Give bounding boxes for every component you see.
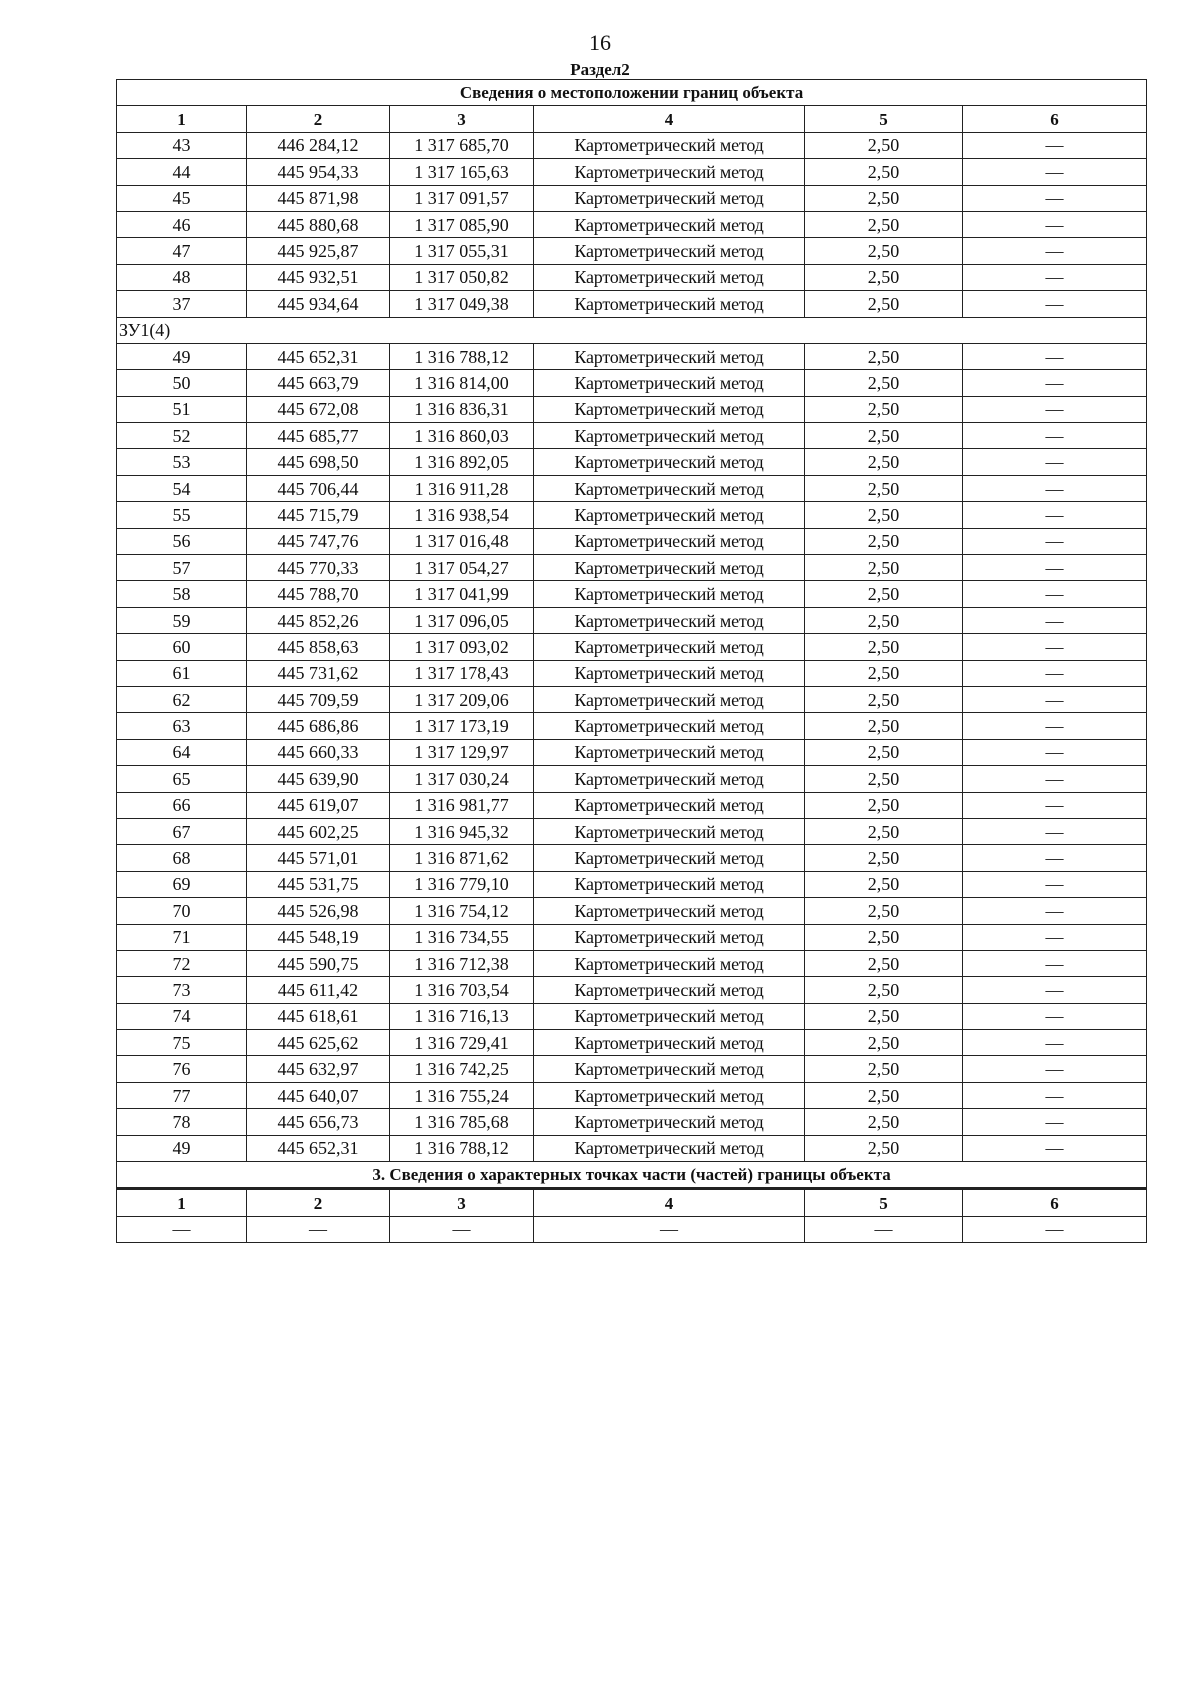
method-cell: Картометрический метод	[534, 370, 805, 396]
table-cell: 2,50	[805, 1082, 963, 1108]
table-cell: 1 317 041,99	[390, 581, 534, 607]
point-number-cell: 71	[117, 924, 247, 950]
table-row	[117, 555, 1147, 581]
table-cell: 2,50	[805, 634, 963, 660]
table-cell: 2,50	[805, 1003, 963, 1029]
column-header: 3	[390, 1189, 534, 1216]
table-cell: —	[963, 264, 1147, 290]
section3-header-row	[117, 1189, 1147, 1216]
table-cell: 445 526,98	[247, 898, 390, 924]
column-header: 3	[390, 106, 534, 132]
table-cell: —	[963, 211, 1147, 237]
table-cell: 445 932,51	[247, 264, 390, 290]
table-cell: 445 652,31	[247, 343, 390, 369]
table-cell: 2,50	[805, 1135, 963, 1161]
point-number-cell: 74	[117, 1003, 247, 1029]
table-cell: 445 632,97	[247, 1056, 390, 1082]
method-cell: Картометрический метод	[534, 291, 805, 317]
table-cell: —	[963, 924, 1147, 950]
column-header: 2	[247, 106, 390, 132]
table-cell: —	[963, 502, 1147, 528]
column-header: 5	[805, 106, 963, 132]
table-row	[117, 818, 1147, 844]
method-cell: Картометрический метод	[534, 950, 805, 976]
table-cell: 2,50	[805, 528, 963, 554]
point-number-cell: 73	[117, 977, 247, 1003]
table-cell: 2,50	[805, 607, 963, 633]
point-number-cell: 70	[117, 898, 247, 924]
point-number-cell: 43	[117, 132, 247, 158]
section3-title-row	[117, 1162, 1147, 1189]
table-cell: —	[117, 1216, 247, 1242]
table-cell: 2,50	[805, 871, 963, 897]
table-cell: 2,50	[805, 238, 963, 264]
table-cell: —	[963, 871, 1147, 897]
table-cell: 1 316 729,41	[390, 1030, 534, 1056]
point-number-cell: 76	[117, 1056, 247, 1082]
table-title-row	[117, 80, 1147, 106]
table-row	[117, 1003, 1147, 1029]
point-number-cell: 37	[117, 291, 247, 317]
table-cell: 2,50	[805, 898, 963, 924]
table-cell: 2,50	[805, 1056, 963, 1082]
table-cell: 1 317 178,43	[390, 660, 534, 686]
table-row	[117, 475, 1147, 501]
table-row	[117, 185, 1147, 211]
boundary-table	[116, 79, 1147, 1243]
table-cell: 1 317 165,63	[390, 159, 534, 185]
table-cell: 445 619,07	[247, 792, 390, 818]
table-row	[117, 660, 1147, 686]
table-cell: —	[963, 792, 1147, 818]
table-cell: 2,50	[805, 1109, 963, 1135]
method-cell: Картометрический метод	[534, 132, 805, 158]
table-cell: 1 316 911,28	[390, 475, 534, 501]
table-cell: 445 639,90	[247, 766, 390, 792]
table-row	[117, 159, 1147, 185]
table-row	[117, 898, 1147, 924]
point-number-cell: 67	[117, 818, 247, 844]
point-number-cell: 56	[117, 528, 247, 554]
column-header: 1	[117, 1189, 247, 1216]
table-cell: 2,50	[805, 555, 963, 581]
page-number: 16	[589, 30, 611, 55]
method-cell: Картометрический метод	[534, 1056, 805, 1082]
point-number-cell: 46	[117, 211, 247, 237]
table-cell: 445 652,31	[247, 1135, 390, 1161]
table-cell: 2,50	[805, 792, 963, 818]
table-cell: 2,50	[805, 845, 963, 871]
table-cell: —	[963, 713, 1147, 739]
point-number-cell: 61	[117, 660, 247, 686]
table-row	[117, 766, 1147, 792]
table-cell: —	[805, 1216, 963, 1242]
table-cell: —	[963, 185, 1147, 211]
method-cell: Картометрический метод	[534, 607, 805, 633]
table-row	[117, 739, 1147, 765]
table-cell: 1 316 703,54	[390, 977, 534, 1003]
table-cell: —	[247, 1216, 390, 1242]
section3-title: 3. Сведения о характерных точках части (частей) границы объекта	[117, 1162, 1147, 1189]
table-cell: 445 611,42	[247, 977, 390, 1003]
table-cell: —	[963, 238, 1147, 264]
method-cell: Картометрический метод	[534, 1030, 805, 1056]
table-cell: 1 316 785,68	[390, 1109, 534, 1135]
table-row	[117, 1030, 1147, 1056]
table-cell: 445 656,73	[247, 1109, 390, 1135]
table-row	[117, 950, 1147, 976]
table-cell: —	[963, 475, 1147, 501]
table-cell: —	[963, 660, 1147, 686]
table-cell: 2,50	[805, 660, 963, 686]
table-cell: 1 316 712,38	[390, 950, 534, 976]
table-cell: 2,50	[805, 924, 963, 950]
table-cell: 445 747,76	[247, 528, 390, 554]
table-cell: 2,50	[805, 686, 963, 712]
table-cell: —	[963, 1056, 1147, 1082]
table-cell: 445 590,75	[247, 950, 390, 976]
column-header: 4	[534, 106, 805, 132]
table-row	[117, 924, 1147, 950]
table-cell: 1 317 016,48	[390, 528, 534, 554]
column-header-row	[117, 106, 1147, 132]
table-cell: 2,50	[805, 766, 963, 792]
table-cell: 2,50	[805, 264, 963, 290]
table-cell: 2,50	[805, 581, 963, 607]
table-cell: 445 925,87	[247, 238, 390, 264]
method-cell: Картометрический метод	[534, 449, 805, 475]
table-row	[117, 502, 1147, 528]
table-cell: —	[963, 1030, 1147, 1056]
table-cell: 2,50	[805, 713, 963, 739]
table-cell: 1 316 734,55	[390, 924, 534, 950]
table-cell: —	[963, 766, 1147, 792]
point-number-cell: 51	[117, 396, 247, 422]
point-number-cell: 60	[117, 634, 247, 660]
table-cell: 2,50	[805, 739, 963, 765]
table-row	[117, 792, 1147, 818]
table-cell: 445 731,62	[247, 660, 390, 686]
table-cell: 1 317 030,24	[390, 766, 534, 792]
point-number-cell: 52	[117, 423, 247, 449]
table-row	[117, 581, 1147, 607]
table-cell: 1 317 091,57	[390, 185, 534, 211]
table-cell: —	[963, 528, 1147, 554]
table-cell: —	[963, 1216, 1147, 1242]
table-cell: —	[963, 132, 1147, 158]
table-row	[117, 343, 1147, 369]
table-cell: 2,50	[805, 950, 963, 976]
table-cell: 445 663,79	[247, 370, 390, 396]
table-cell: 1 317 054,27	[390, 555, 534, 581]
table-cell: —	[963, 1082, 1147, 1108]
point-number-cell: 68	[117, 845, 247, 871]
method-cell: Картометрический метод	[534, 634, 805, 660]
method-cell: Картометрический метод	[534, 1082, 805, 1108]
column-header: 1	[117, 106, 247, 132]
method-cell: Картометрический метод	[534, 423, 805, 449]
table-cell: —	[390, 1216, 534, 1242]
table-cell: 445 698,50	[247, 449, 390, 475]
table-cell: 1 316 860,03	[390, 423, 534, 449]
method-cell: Картометрический метод	[534, 555, 805, 581]
table-cell: —	[963, 423, 1147, 449]
point-number-cell: 47	[117, 238, 247, 264]
table-row	[117, 607, 1147, 633]
table-cell: 2,50	[805, 159, 963, 185]
method-cell: Картометрический метод	[534, 1135, 805, 1161]
method-cell: Картометрический метод	[534, 818, 805, 844]
table-cell: —	[963, 898, 1147, 924]
method-cell: Картометрический метод	[534, 898, 805, 924]
table-row	[117, 370, 1147, 396]
point-number-cell: 45	[117, 185, 247, 211]
table-cell: 1 317 209,06	[390, 686, 534, 712]
point-number-cell: 78	[117, 1109, 247, 1135]
table-cell: —	[534, 1216, 805, 1242]
table-row	[117, 264, 1147, 290]
method-cell: Картометрический метод	[534, 475, 805, 501]
table-cell: 2,50	[805, 475, 963, 501]
table-cell: —	[963, 581, 1147, 607]
point-number-cell: 72	[117, 950, 247, 976]
method-cell: Картометрический метод	[534, 739, 805, 765]
table-cell: 2,50	[805, 370, 963, 396]
table-cell: —	[963, 607, 1147, 633]
method-cell: Картометрический метод	[534, 211, 805, 237]
column-header: 5	[805, 1189, 963, 1216]
point-number-cell: 44	[117, 159, 247, 185]
method-cell: Картометрический метод	[534, 766, 805, 792]
table-cell: 1 317 685,70	[390, 132, 534, 158]
column-header: 6	[963, 106, 1147, 132]
table-cell: 445 709,59	[247, 686, 390, 712]
table-row	[117, 211, 1147, 237]
point-number-cell: 50	[117, 370, 247, 396]
table-cell: 445 954,33	[247, 159, 390, 185]
table-cell: 1 317 096,05	[390, 607, 534, 633]
section-label: Раздел2	[570, 60, 630, 79]
table-cell: 445 871,98	[247, 185, 390, 211]
table-cell: 2,50	[805, 977, 963, 1003]
table-cell: 1 317 050,82	[390, 264, 534, 290]
point-number-cell: 77	[117, 1082, 247, 1108]
table-cell: 1 317 055,31	[390, 238, 534, 264]
table-cell: 445 618,61	[247, 1003, 390, 1029]
table-row	[117, 871, 1147, 897]
table-cell: 1 316 871,62	[390, 845, 534, 871]
section3-row	[117, 1216, 1147, 1242]
table-cell: —	[963, 396, 1147, 422]
table-cell: 1 317 129,97	[390, 739, 534, 765]
point-number-cell: 57	[117, 555, 247, 581]
table-cell: 2,50	[805, 818, 963, 844]
table-cell: —	[963, 977, 1147, 1003]
point-number-cell: 66	[117, 792, 247, 818]
group-label-row	[117, 317, 1147, 343]
table-cell: 1 316 788,12	[390, 1135, 534, 1161]
table-cell: 2,50	[805, 502, 963, 528]
table-cell: —	[963, 291, 1147, 317]
method-cell: Картометрический метод	[534, 924, 805, 950]
table-cell: —	[963, 159, 1147, 185]
table-cell: 445 770,33	[247, 555, 390, 581]
table-cell: 445 934,64	[247, 291, 390, 317]
table-cell: —	[963, 845, 1147, 871]
table-cell: 445 788,70	[247, 581, 390, 607]
method-cell: Картометрический метод	[534, 1109, 805, 1135]
point-number-cell: 53	[117, 449, 247, 475]
method-cell: Картометрический метод	[534, 264, 805, 290]
table-cell: 445 858,63	[247, 634, 390, 660]
table-cell: 1 317 085,90	[390, 211, 534, 237]
table-row	[117, 845, 1147, 871]
table-row	[117, 238, 1147, 264]
table-row	[117, 713, 1147, 739]
table-row	[117, 1056, 1147, 1082]
table-cell: 2,50	[805, 132, 963, 158]
method-cell: Картометрический метод	[534, 792, 805, 818]
point-number-cell: 69	[117, 871, 247, 897]
method-cell: Картометрический метод	[534, 502, 805, 528]
table-cell: 445 571,01	[247, 845, 390, 871]
table-cell: 1 316 716,13	[390, 1003, 534, 1029]
table-cell: 445 640,07	[247, 1082, 390, 1108]
table-cell: 1 317 093,02	[390, 634, 534, 660]
table-cell: 1 316 981,77	[390, 792, 534, 818]
table-title: Сведения о местоположении границ объекта	[117, 80, 1147, 106]
table-cell: 2,50	[805, 396, 963, 422]
table-cell: 1 316 814,00	[390, 370, 534, 396]
method-cell: Картометрический метод	[534, 686, 805, 712]
table-cell: 445 548,19	[247, 924, 390, 950]
table-cell: —	[963, 634, 1147, 660]
point-number-cell: 54	[117, 475, 247, 501]
table-row	[117, 528, 1147, 554]
table-cell: 2,50	[805, 449, 963, 475]
table-cell: —	[963, 1135, 1147, 1161]
table-cell: —	[963, 449, 1147, 475]
table-row	[117, 686, 1147, 712]
method-cell: Картометрический метод	[534, 343, 805, 369]
table-cell: 2,50	[805, 291, 963, 317]
table-cell: 446 284,12	[247, 132, 390, 158]
method-cell: Картометрический метод	[534, 845, 805, 871]
group-label: ЗУ1(4)	[117, 317, 1147, 343]
table-cell: 1 317 049,38	[390, 291, 534, 317]
table-cell: 1 316 779,10	[390, 871, 534, 897]
point-number-cell: 75	[117, 1030, 247, 1056]
point-number-cell: 63	[117, 713, 247, 739]
method-cell: Картометрический метод	[534, 581, 805, 607]
table-cell: 1 316 938,54	[390, 502, 534, 528]
table-row	[117, 977, 1147, 1003]
point-number-cell: 59	[117, 607, 247, 633]
table-row	[117, 132, 1147, 158]
table-row	[117, 1135, 1147, 1161]
table-cell: 2,50	[805, 423, 963, 449]
method-cell: Картометрический метод	[534, 528, 805, 554]
method-cell: Картометрический метод	[534, 977, 805, 1003]
table-cell: 2,50	[805, 343, 963, 369]
table-cell: —	[963, 370, 1147, 396]
table-cell: —	[963, 343, 1147, 369]
point-number-cell: 55	[117, 502, 247, 528]
method-cell: Картометрический метод	[534, 185, 805, 211]
table-row	[117, 634, 1147, 660]
table-cell: 445 852,26	[247, 607, 390, 633]
table-cell: 1 316 754,12	[390, 898, 534, 924]
point-number-cell: 48	[117, 264, 247, 290]
table-cell: 2,50	[805, 185, 963, 211]
table-cell: 445 880,68	[247, 211, 390, 237]
method-cell: Картометрический метод	[534, 660, 805, 686]
method-cell: Картометрический метод	[534, 1003, 805, 1029]
method-cell: Картометрический метод	[534, 238, 805, 264]
table-cell: —	[963, 739, 1147, 765]
table-cell: —	[963, 1003, 1147, 1029]
method-cell: Картометрический метод	[534, 159, 805, 185]
table-cell: 2,50	[805, 1030, 963, 1056]
table-cell: 445 660,33	[247, 739, 390, 765]
table-row	[117, 423, 1147, 449]
table-cell: 2,50	[805, 211, 963, 237]
column-header: 4	[534, 1189, 805, 1216]
table-row	[117, 396, 1147, 422]
table-cell: 1 316 836,31	[390, 396, 534, 422]
column-header: 6	[963, 1189, 1147, 1216]
method-cell: Картометрический метод	[534, 871, 805, 897]
table-cell: 445 706,44	[247, 475, 390, 501]
table-cell: —	[963, 686, 1147, 712]
table-cell: 445 672,08	[247, 396, 390, 422]
point-number-cell: 65	[117, 766, 247, 792]
table-cell: 445 531,75	[247, 871, 390, 897]
table-cell: —	[963, 1109, 1147, 1135]
point-number-cell: 49	[117, 1135, 247, 1161]
method-cell: Картометрический метод	[534, 396, 805, 422]
column-header: 2	[247, 1189, 390, 1216]
table-row	[117, 449, 1147, 475]
table-cell: 445 685,77	[247, 423, 390, 449]
table-cell: 1 317 173,19	[390, 713, 534, 739]
table-row	[117, 1109, 1147, 1135]
table-cell: 445 715,79	[247, 502, 390, 528]
table-cell: 1 316 945,32	[390, 818, 534, 844]
table-cell: 1 316 892,05	[390, 449, 534, 475]
table-cell: —	[963, 950, 1147, 976]
table-cell: 1 316 742,25	[390, 1056, 534, 1082]
table-row	[117, 291, 1147, 317]
method-cell: Картометрический метод	[534, 713, 805, 739]
table-cell: 445 686,86	[247, 713, 390, 739]
table-row	[117, 1082, 1147, 1108]
table-cell: —	[963, 818, 1147, 844]
point-number-cell: 58	[117, 581, 247, 607]
point-number-cell: 64	[117, 739, 247, 765]
table-cell: 445 602,25	[247, 818, 390, 844]
boundary-table-sheet	[116, 79, 1146, 1243]
table-cell: 1 316 788,12	[390, 343, 534, 369]
table-cell: 445 625,62	[247, 1030, 390, 1056]
table-cell: 1 316 755,24	[390, 1082, 534, 1108]
point-number-cell: 62	[117, 686, 247, 712]
point-number-cell: 49	[117, 343, 247, 369]
table-cell: —	[963, 555, 1147, 581]
